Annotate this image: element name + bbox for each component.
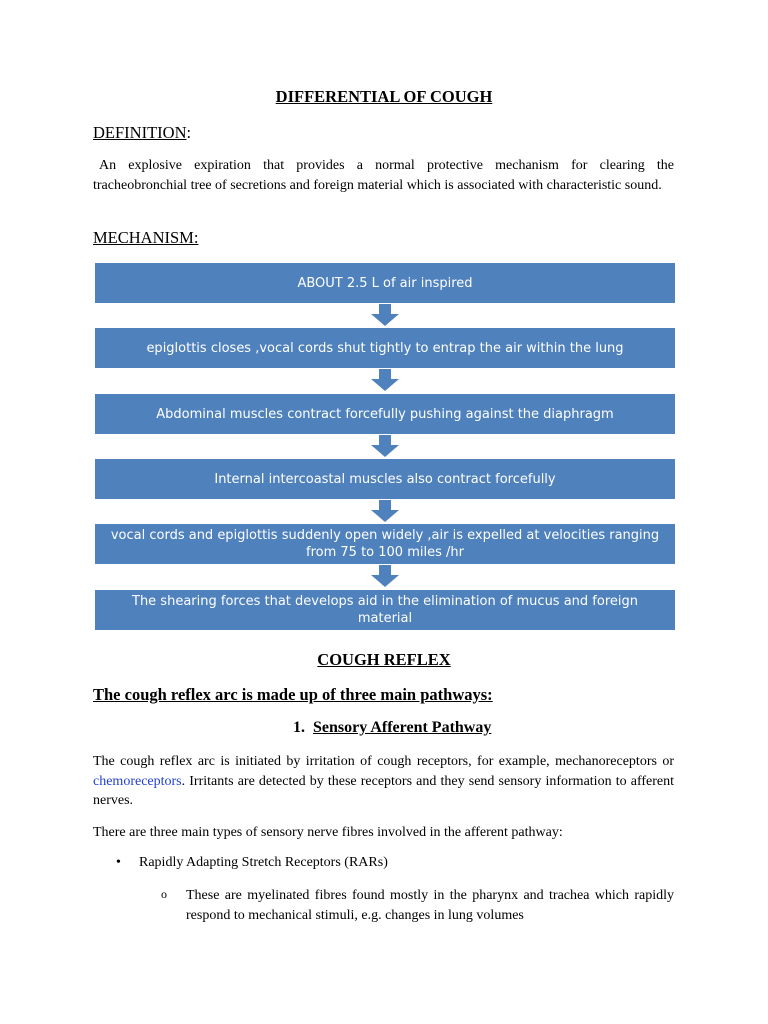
down-arrow-icon	[371, 369, 399, 391]
definition-label: DEFINITION	[93, 123, 187, 142]
bullet-icon: •	[116, 855, 121, 870]
sub-bullet-item-myelinated: These are myelinated fibres found mostly in the pharynx and trachea which rapidly respond to mechanical stimuli, e.g. changes in lung volumes	[186, 888, 674, 923]
pathway-heading	[293, 719, 491, 737]
nerve-fibres-paragraph: There are three main types of sensory nerve fibres involved in the afferent pathway:	[93, 825, 563, 840]
cough-reflex-heading: COUGH REFLEX	[317, 650, 451, 669]
down-arrow-icon	[371, 500, 399, 522]
flow-step-3: Abdominal muscles contract forcefully pushing against the diaphragm	[95, 394, 675, 434]
pathway-title: Sensory Afferent Pathway	[313, 719, 492, 736]
down-arrow-icon	[371, 304, 399, 326]
down-arrow-icon	[371, 565, 399, 587]
document-title: DIFFERENTIAL OF COUGH	[275, 87, 493, 106]
flow-step-2: epiglottis closes ,vocal cords shut tightly to entrap the air within the lung	[95, 328, 675, 368]
flow-step-5: vocal cords and epiglottis suddenly open widely ,air is expelled at velocities ranging from 75 to 100 miles /hr	[95, 524, 675, 564]
flow-step-1: ABOUT 2.5 L of air inspired	[95, 263, 675, 303]
definition-colon: :	[186, 123, 192, 142]
mechanism-flowchart	[95, 263, 675, 633]
afferent-text-end: . Irritants are detected by these receptors and they send sensory information to afferent nerves.	[93, 773, 674, 808]
afferent-paragraph	[93, 752, 674, 811]
flow-step-6: The shearing forces that develops aid in the elimination of mucus and foreign material	[95, 590, 675, 630]
definition-text: An explosive expiration that provides a normal protective mechanism for clearing the tracheobronchial tree of secretions and foreign material which is associated with characteristic sound.	[93, 158, 674, 193]
pathway-number: 1.	[293, 719, 305, 736]
flow-step-4: Internal intercoastal muscles also contract forcefully	[95, 459, 675, 499]
down-arrow-icon	[371, 435, 399, 457]
definition-heading	[93, 123, 191, 143]
bullet-item-rars: Rapidly Adapting Stretch Receptors (RARs)	[139, 855, 388, 870]
chemoreceptors-link[interactable]: chemoreceptors	[93, 773, 182, 789]
mechanism-heading: MECHANISM:	[93, 228, 199, 247]
afferent-text-start: The cough reflex arc is initiated by irritation of cough receptors, for example, mechanoreceptors or	[93, 754, 674, 769]
sub-bullet-icon: o	[161, 887, 167, 901]
pathways-subheading: The cough reflex arc is made up of three main pathways:	[93, 685, 493, 704]
